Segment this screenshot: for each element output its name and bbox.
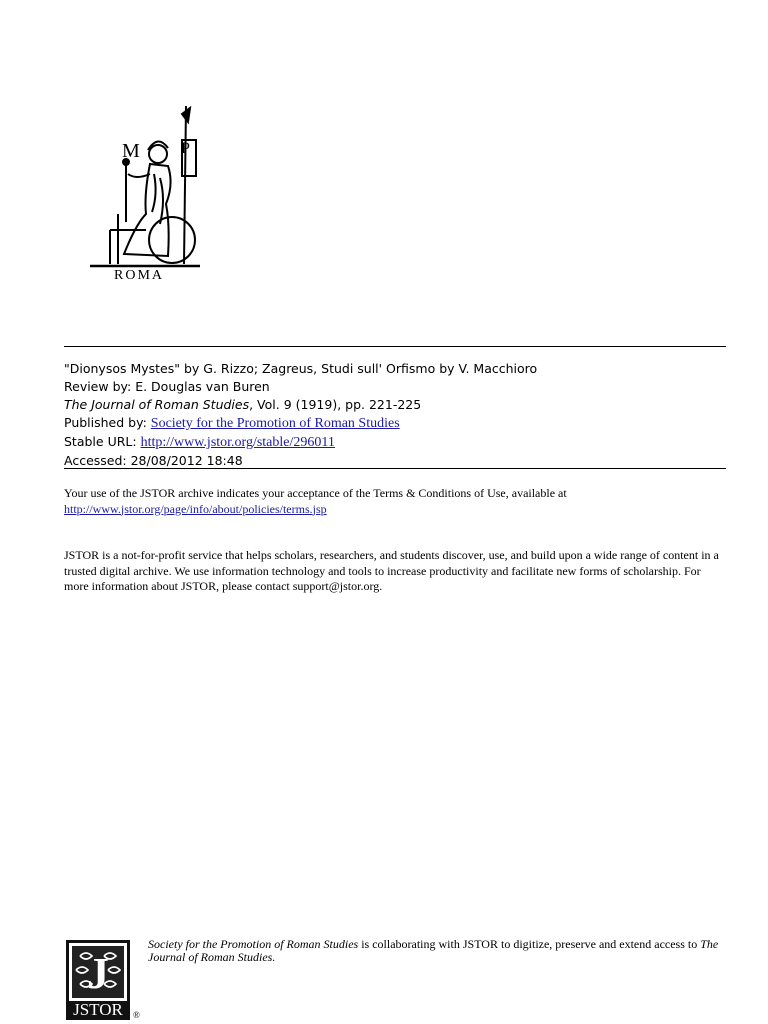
stable-url-link[interactable]: http://www.jstor.org/stable/296011	[140, 435, 335, 450]
logo-caption: ROMA	[114, 268, 165, 283]
terms-text: Your use of the JSTOR archive indicates your acceptance of the Terms & Conditions of Use, available at	[64, 486, 567, 500]
publisher-link[interactable]: Society for the Promotion of Roman Studies	[150, 416, 400, 431]
terms-link[interactable]: http://www.jstor.org/page/info/about/policies/terms.jsp	[64, 501, 327, 516]
accessed-date: Accessed: 28/08/2012 18:48	[64, 453, 243, 468]
review-label: Review by:	[64, 379, 132, 394]
bottom-divider	[64, 468, 726, 469]
collaboration-note	[148, 938, 728, 964]
journal-name: The Journal of Roman Studies	[64, 397, 250, 412]
jstor-about: JSTOR is a not-for-profit service that helps scholars, researchers, and students discover, use, and build upon a wide range of content in a trusted digital archive. We use information technology and tools to increase productivity and facilitate new forms of scholarship. For more information about JSTOR, please contact support@jstor.org.	[64, 548, 719, 593]
volume-info: , Vol. 9 (1919), pp. 221-225	[249, 397, 422, 412]
roma-logo	[88, 104, 204, 286]
stable-url-line	[64, 433, 726, 452]
article-title: "Dionysos Mystes" by G. Rizzo; Zagreus, Studi sull' Orfismo by V. Macchioro	[64, 361, 538, 376]
jstor-wordmark: JSTOR	[73, 1000, 123, 1019]
reviewer-name: E. Douglas van Buren	[135, 379, 270, 394]
stable-label: Stable URL:	[64, 434, 137, 449]
registered-mark: ®	[133, 1010, 140, 1020]
footer-society: Society for the Promotion of Roman Studies	[148, 937, 359, 951]
jstor-logo	[66, 940, 130, 1020]
footer-journal: The Journal of Roman Studies.	[148, 937, 719, 964]
roma-figure-icon	[88, 104, 204, 286]
footer-middle: is collaborating with JSTOR to digitize, preserve and extend access to	[358, 937, 701, 951]
logo-letter-m: M	[122, 140, 140, 162]
svg-text:J: J	[87, 949, 109, 998]
citation-block	[64, 360, 726, 470]
terms-notice	[64, 486, 744, 517]
published-label: Published by:	[64, 415, 147, 430]
top-divider	[64, 346, 726, 347]
review-line	[64, 378, 726, 396]
journal-line	[64, 396, 726, 414]
publisher-line	[64, 414, 726, 433]
logo-letter-p: P	[181, 140, 190, 157]
